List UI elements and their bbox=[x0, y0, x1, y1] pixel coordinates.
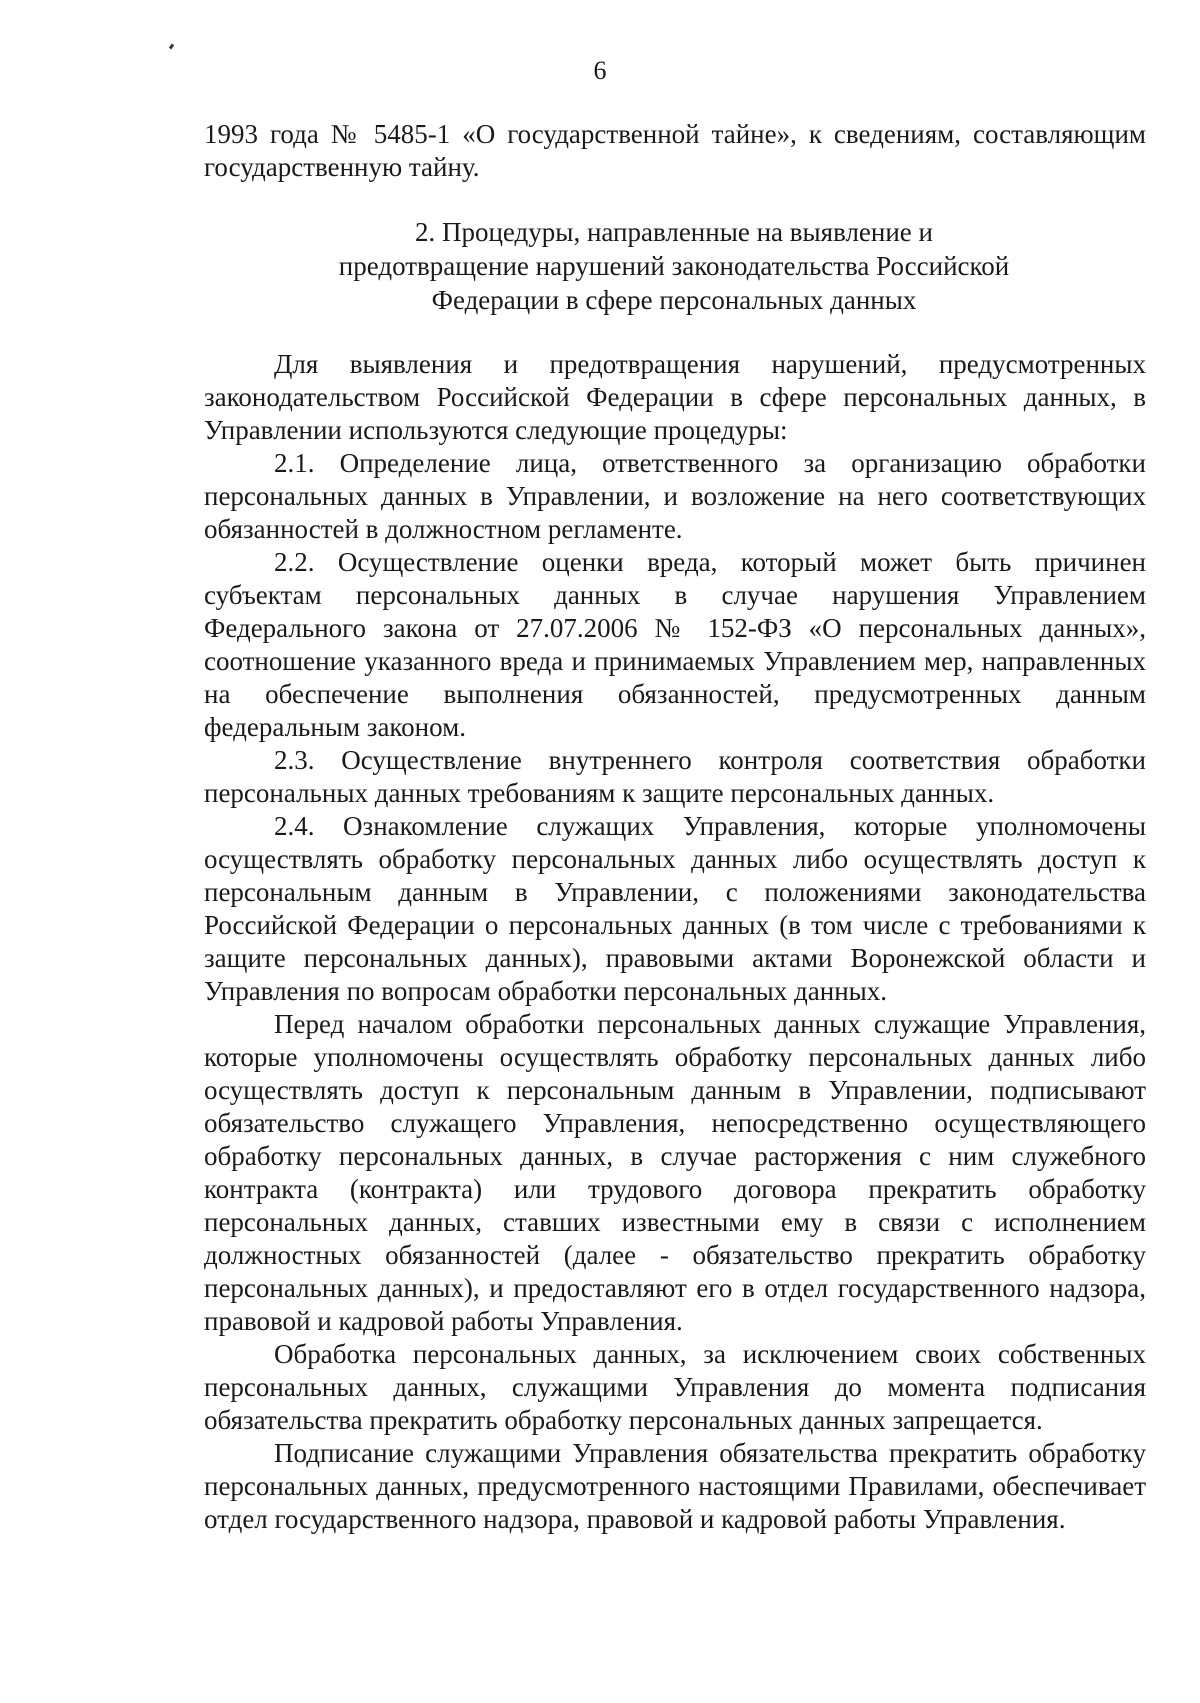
section-heading: 2. Процедуры, направленные на выявление и предотвращение нарушений законодательства Российской Федерации в сфере персональных данных bbox=[338, 217, 1010, 315]
paragraph-intro-procedures: Для выявления и предотвращения нарушений, предусмотренных законодательством Российской Федерации в сфере персональных данных, в Управлении используются следующие процедуры: bbox=[204, 349, 1146, 445]
paragraph-2-3: 2.3. Осуществление внутреннего контроля соответствия обработки персональных данных требованиям к защите персональных данных. bbox=[204, 745, 1146, 808]
paragraph-signing-provided-by: Подписание служащими Управления обязательства прекратить обработку персональных данных, предусмотренного настоящими Правилами, обеспечивает отдел государственного надзора, правовой и кадровой работы Управления. bbox=[204, 1438, 1146, 1534]
intro-paragraph: 1993 года № 5485-1 «О государственной тайне», к сведениям, составляющим государственную тайну. bbox=[204, 119, 1146, 182]
paragraph-2-4: 2.4. Ознакомление служащих Управления, которые уполномочены осуществлять обработку персональных данных либо осуществлять доступ к персональным данным в Управлении, с положениями законодательства Российской Федерации о персональных данных (в том числе с требованиями к защите персональных данных), правовыми актами Воронежской области и Управления по вопросам обработки персональных данных. bbox=[204, 811, 1146, 1006]
paragraph-2-2: 2.2. Осуществление оценки вреда, который может быть причинен субъектам персональных данных в случае нарушения Управлением Федерального закона от 27.07.2006 № 152-ФЗ «О персональных данных», соотношение указанного вреда и принимаемых Управлением мер, направленных на обеспечение выполнения обязанностей, предусмотренных данным федеральным законом. bbox=[204, 547, 1146, 742]
page-number: 6 bbox=[593, 56, 607, 85]
paragraph-processing-prohibited: Обработка персональных данных, за исключением своих собственных персональных данных, служащими Управления до момента подписания обязательства прекратить обработку персональных данных запрещается. bbox=[204, 1339, 1146, 1435]
paragraph-2-1: 2.1. Определение лица, ответственного за организацию обработки персональных данных в Управлении, и возложение на него соответствующих обязанностей в должностном регламенте. bbox=[204, 448, 1146, 544]
paragraph-obligation-signing: Перед началом обработки персональных данных служащие Управления, которые уполномочены осуществлять обработку персональных данных либо осуществлять доступ к персональным данным в Управлении, подписывают обязательство служащего Управления, непосредственно осуществляющего обработку персональных данных, в случае расторжения с ним служебного контракта (контракта) или трудового договора прекратить обработку персональных данных, ставших известными ему в связи с исполнением должностных обязанностей (далее - обязательство прекратить обработку персональных данных), и предоставляют его в отдел государственного надзора, правовой и кадровой работы Управления. bbox=[204, 1009, 1146, 1336]
document-body bbox=[204, 118, 1146, 1536]
scan-speck bbox=[169, 44, 174, 50]
